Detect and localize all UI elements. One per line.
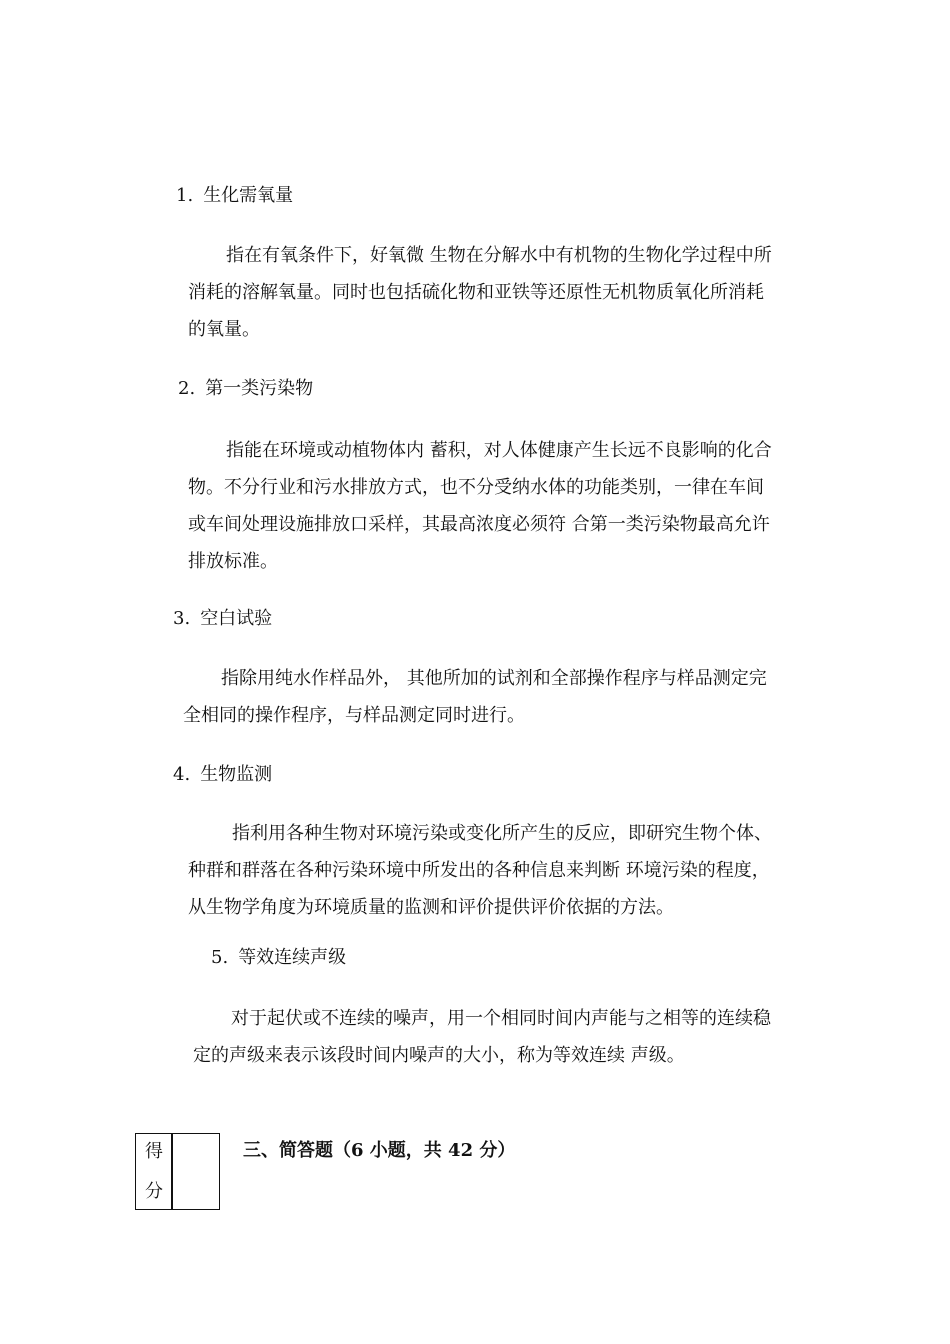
section-title: 三、简答题（6 小题，共 42 分） <box>243 1140 516 1161</box>
score-label-top: 得 <box>145 1141 163 1162</box>
definition-line: 消耗的溶解氧量。同时也包括硫化物和亚铁等还原性无机物质氧化所消耗 <box>188 282 764 303</box>
term-definition-1 <box>188 237 772 348</box>
definition-line: 定的声级来表示该段时间内噪声的大小，称为等效连续 声级。 <box>193 1045 685 1066</box>
term-number: 4. <box>173 764 191 785</box>
term-definition-5 <box>193 1000 771 1074</box>
term-title: 生物监测 <box>200 764 273 785</box>
definition-line: 物。不分行业和污水排放方式，也不分受纳水体的功能类别，一律在车间 <box>188 477 764 498</box>
term-number: 1. <box>176 185 194 206</box>
term-number: 3. <box>173 608 191 629</box>
definition-line: 指利用各种生物对环境污染或变化所产生的反应，即研究生物个体、 <box>232 823 772 844</box>
definition-line: 排放标准。 <box>188 551 278 572</box>
term-heading-5 <box>211 946 346 970</box>
term-title: 生化需氧量 <box>203 185 294 206</box>
definition-line: 指能在环境或动植物体内 蓄积，对人体健康产生长远不良影响的化合 <box>226 440 772 461</box>
term-definition-2 <box>188 432 772 580</box>
term-heading-3 <box>173 607 272 631</box>
definition-line: 对于起伏或不连续的噪声，用一个相同时间内声能与之相等的连续稳 <box>231 1008 771 1029</box>
definition-line: 从生物学角度为环境质量的监测和评价提供评价依据的方法。 <box>188 897 674 918</box>
term-title: 等效连续声级 <box>238 947 347 968</box>
score-box-divider <box>171 1134 173 1209</box>
score-box <box>135 1133 220 1210</box>
definition-line: 指除用纯水作样品外， 其他所加的试剂和全部操作程序与样品测定完 <box>221 668 767 689</box>
term-number: 5. <box>211 947 229 968</box>
term-heading-4 <box>173 763 272 787</box>
term-definition-3 <box>183 660 767 734</box>
term-number: 2. <box>178 378 196 399</box>
definition-line: 或车间处理设施排放口采样，其最高浓度必须符 合第一类污染物最高允许 <box>188 514 770 535</box>
term-heading-2 <box>178 377 313 401</box>
definition-line: 种群和群落在各种污染环境中所发出的各种信息来判断 环境污染的程度， <box>188 860 770 881</box>
term-title: 第一类污染物 <box>205 378 314 399</box>
definition-line: 全相同的操作程序，与样品测定同时进行。 <box>183 705 525 726</box>
definition-line: 的氧量。 <box>188 319 260 340</box>
definition-line: 指在有氧条件下，好氧微 生物在分解水中有机物的生物化学过程中所 <box>226 245 772 266</box>
score-label-bottom: 分 <box>145 1181 163 1202</box>
term-definition-4 <box>188 815 772 926</box>
term-heading-1 <box>176 184 293 208</box>
term-title: 空白试验 <box>200 608 273 629</box>
